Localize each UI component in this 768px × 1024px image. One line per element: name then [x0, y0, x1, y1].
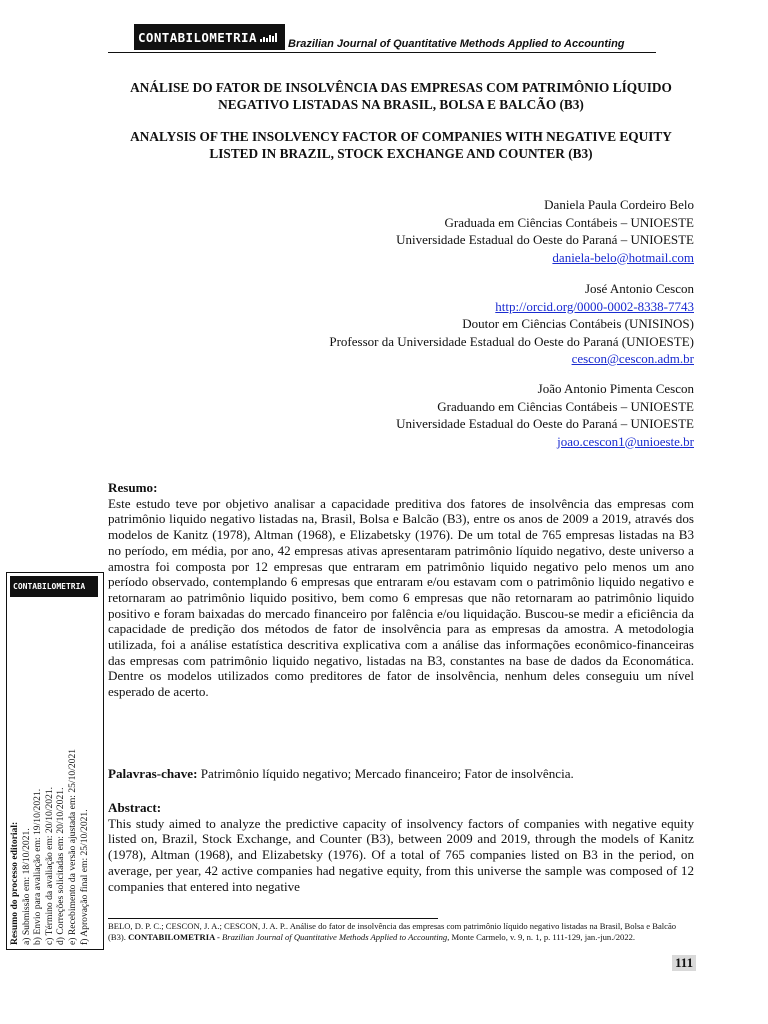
author-email-link[interactable]: cescon@cescon.adm.br: [571, 351, 694, 366]
editorial-item: f) Aprovação final em: 25/10/2021.: [78, 809, 90, 945]
author-block-2: [329, 280, 694, 368]
abstract-heading: Abstract:: [108, 800, 162, 815]
keywords-text: Patrimônio líquido negativo; Mercado financeiro; Fator de insolvência.: [200, 766, 574, 781]
author-degree: Doutor em Ciências Contábeis (UNISINOS): [462, 316, 694, 331]
logo-text: CONTABILOMETRIA: [138, 29, 257, 45]
editorial-item: b) Envio para avaliação em: 19/10/2021.: [32, 788, 44, 945]
author-name: José Antonio Cescon: [584, 281, 694, 296]
author-email-link[interactable]: joao.cescon1@unioeste.br: [557, 433, 694, 449]
author-name: João Antonio Pimenta Cescon: [537, 381, 694, 396]
keywords-heading: Palavras-chave:: [108, 766, 198, 781]
editorial-process-sidebar: [6, 572, 104, 950]
resumo-section: [108, 480, 694, 700]
page-number: 111: [672, 955, 696, 971]
journal-logo: [134, 24, 285, 50]
citation-journal: CONTABILOMETRIA -: [128, 932, 220, 942]
citation-authors: BELO, D. P. C.; CESCON, J. A.; CESCON, J. A. P.. Análise do fator de insolvência das empresas com patrimônio líquido negativo listadas na Brasil, Bolsa e Balcão (B3).: [108, 921, 677, 942]
author-degree: Graduada em Ciências Contábeis – UNIOESTE: [444, 214, 694, 230]
resumo-heading: Resumo:: [108, 480, 158, 495]
sidebar-logo: CONTABILOMETRIA: [10, 576, 98, 597]
journal-name: Brazilian Journal of Quantitative Methods Applied to Accounting: [288, 38, 625, 50]
resumo-text: Este estudo teve por objetivo analisar a capacidade preditiva dos fatores de insolvência das empresas com patrimônio liquido negativo listadas na, Brasil, Bolsa e Balcão (B3), entre os anos de 2009 a 2019, através dos modelos de Kanitz (1978), Altman (1968), e Elizabetsky (1976). De um total de 765 empresas listadas na B3 no período, em média, por ano, 42 empresas ativas apresentaram patrimônio líquido negativo, deste universo a amostra foi composta por 12 empresas que entraram em patrimônio liquido negativo pelo menos um ano período observado, contemplando 6 empresas que entraram e/ou estavam com o patrimônio liquido negativo e retornaram ao patrimônio liquido positivo, bem como 6 empresas que não retornaram ao patrimônio liquido positivo e foram baixadas do mercado financeiro por falência e/ou liquidação. Buscou-se medir a eficiência da capacidade de predição dos métodos de fator de insolvência para as empresas da amostra. A metodologia utilizada, foi a análise estatística descritiva explicativa com a análise das informações econômico-financeiras das empresas com patrimônio liquido negativo, listadas na B3, constantes na base de dados da Economática. Dentre os modelos utilizados como preditores de fator de insolvência, nenhum deles conseguiu um nível esperado de acerto.: [108, 495, 694, 700]
author-affiliation: Professor da Universidade Estadual do Oeste do Paraná (UNIOESTE): [329, 333, 694, 349]
title-portuguese: ANÁLISE DO FATOR DE INSOLVÊNCIA DAS EMPRESAS COM PATRIMÔNIO LÍQUIDO NEGATIVO LISTADAS NA BRASIL, BOLSA E BALCÃO (B3): [130, 80, 672, 112]
editorial-item: d) Correções solicitadas em: 20/10/2021.: [55, 787, 67, 945]
author-affiliation: Universidade Estadual do Oeste do Paraná – UNIOESTE: [396, 232, 694, 247]
editorial-item: a) Submissão em: 18/10/2021.: [20, 828, 32, 945]
footnote-divider: [108, 918, 438, 919]
editorial-item: e) Recebimento da versão ajustada em: 25/10/2021: [66, 748, 78, 945]
citation-details: , Monte Carmelo, v. 9, n. 1, p. 111-129, jan.-jun./2022.: [447, 932, 636, 942]
editorial-process-text: [9, 605, 90, 945]
editorial-process-heading: Resumo do processo editorial:: [9, 821, 20, 945]
logo-bars-icon: [260, 32, 277, 42]
author-name: Daniela Paula Cordeiro Belo: [544, 197, 694, 212]
keywords-section: [108, 766, 694, 782]
author-block-3: [396, 380, 694, 450]
author-degree: Graduando em Ciências Contábeis – UNIOESTE: [437, 398, 694, 414]
author-orcid-link[interactable]: http://orcid.org/0000-0002-8338-7743: [495, 298, 694, 314]
title-english: ANALYSIS OF THE INSOLVENCY FACTOR OF COMPANIES WITH NEGATIVE EQUITY LISTED IN BRAZIL, STOCK EXCHANGE AND COUNTER (B3): [130, 129, 672, 161]
header-divider: [108, 52, 656, 53]
abstract-text: This study aimed to analyze the predictive capacity of insolvency factors of companies with negative equity listed on, Brazil, Stock Exchange, and Counter (B3), between 2009 and 2019, through the models of Kanitz (1978), Altman (1968), and Elizabetsky (1976). Of a total of 765 companies listed on B3 in the period, on average, per year, 42 active companies had negative equity, from this universe the sample was composed of 12 companies that entered into negative: [108, 815, 694, 894]
citation-footnote: [108, 921, 694, 943]
citation-journal-subtitle: Brazilian Journal of Quantitative Methods Applied to Accounting: [221, 932, 448, 942]
abstract-section: [108, 800, 694, 894]
author-affiliation: Universidade Estadual do Oeste do Paraná – UNIOESTE: [396, 416, 694, 431]
editorial-item: c) Término da avaliação em: 20/10/2021.: [43, 786, 55, 945]
author-email-link[interactable]: daniela-belo@hotmail.com: [552, 249, 694, 265]
author-block-1: [396, 196, 694, 266]
